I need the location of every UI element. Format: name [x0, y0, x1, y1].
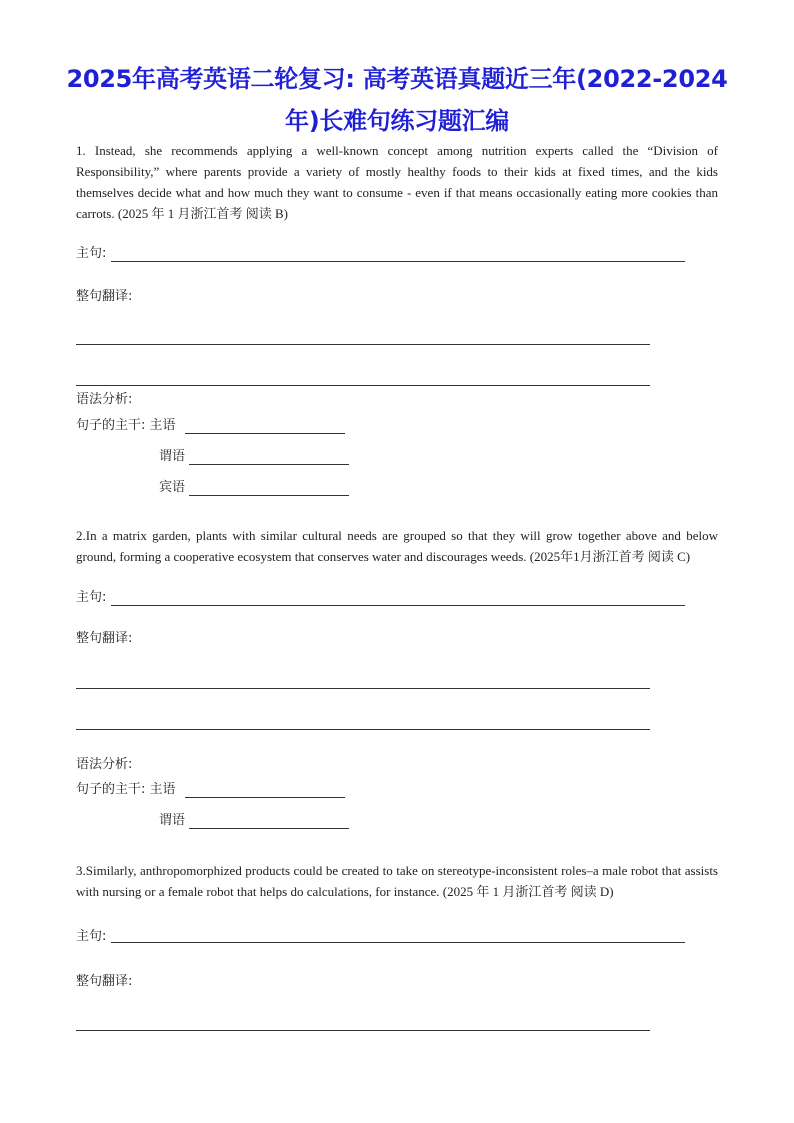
q1-object-line [189, 495, 349, 496]
q2-main-clause-line [111, 605, 685, 606]
q2-trunk-subject-label: 句子的主干: 主语 [76, 782, 176, 797]
q1-translation-line-2 [76, 385, 650, 386]
question-3-text: 3.Similarly, anthropomorphized products could be created to take on stereotype-inconsistent roles–a male robot that assists with nursing or a female robot that helps do calculations, for instance. (2025 年 1 月浙江首考 阅读 D) [76, 863, 718, 899]
q1-predicate-label: 谓语 [159, 449, 186, 464]
q3-main-clause-label: 主句: [76, 929, 107, 944]
q2-translation-label: 整句翻译: [76, 631, 133, 646]
question-2-text: 2.In a matrix garden, plants with similar cultural needs are grouped so that they will grow together above and below ground, forming a cooperative ecosystem that conserves water and discourages weeds. (2025年1月浙江首考 阅读 C) [76, 528, 718, 564]
q1-translation-label: 整句翻译: [76, 289, 133, 304]
question-1-text: 1. Instead, she recommends applying a well-known concept among nutrition experts called the “Division of Responsibility,” where parents provide a variety of mostly healthy foods to their kids at fixed times, and the kids themselves decide what and how much they want to consume - even if that means occasionally eating more cookies than carrots. (2025 年 1 月浙江首考 阅读 B) [76, 143, 718, 221]
q2-translation-line-1 [76, 688, 650, 689]
q1-trunk-subject-label: 句子的主干: 主语 [76, 418, 176, 433]
q2-predicate-label: 谓语 [159, 813, 186, 828]
q2-main-clause-label: 主句: [76, 590, 107, 605]
q2-subject-line [185, 797, 345, 798]
q1-predicate-line [189, 464, 349, 465]
q1-subject-line [185, 433, 345, 434]
q2-grammar-label: 语法分析: [76, 757, 133, 772]
q1-grammar-label: 语法分析: [76, 392, 133, 407]
q2-predicate-line [189, 828, 349, 829]
q1-main-clause-label: 主句: [76, 246, 107, 261]
q3-translation-label: 整句翻译: [76, 974, 133, 989]
q3-translation-line-1 [76, 1030, 650, 1031]
q1-object-label: 宾语 [159, 480, 186, 495]
page-title-line-1: 2025年高考英语二轮复习: 高考英语真题近三年(2022-2024 [66, 65, 728, 93]
page-title-line-2: 年)长难句练习题汇编 [285, 107, 509, 135]
q3-main-clause-line [111, 942, 685, 943]
q2-translation-line-2 [76, 729, 650, 730]
q1-translation-line-1 [76, 344, 650, 345]
q1-main-clause-line [111, 261, 685, 262]
